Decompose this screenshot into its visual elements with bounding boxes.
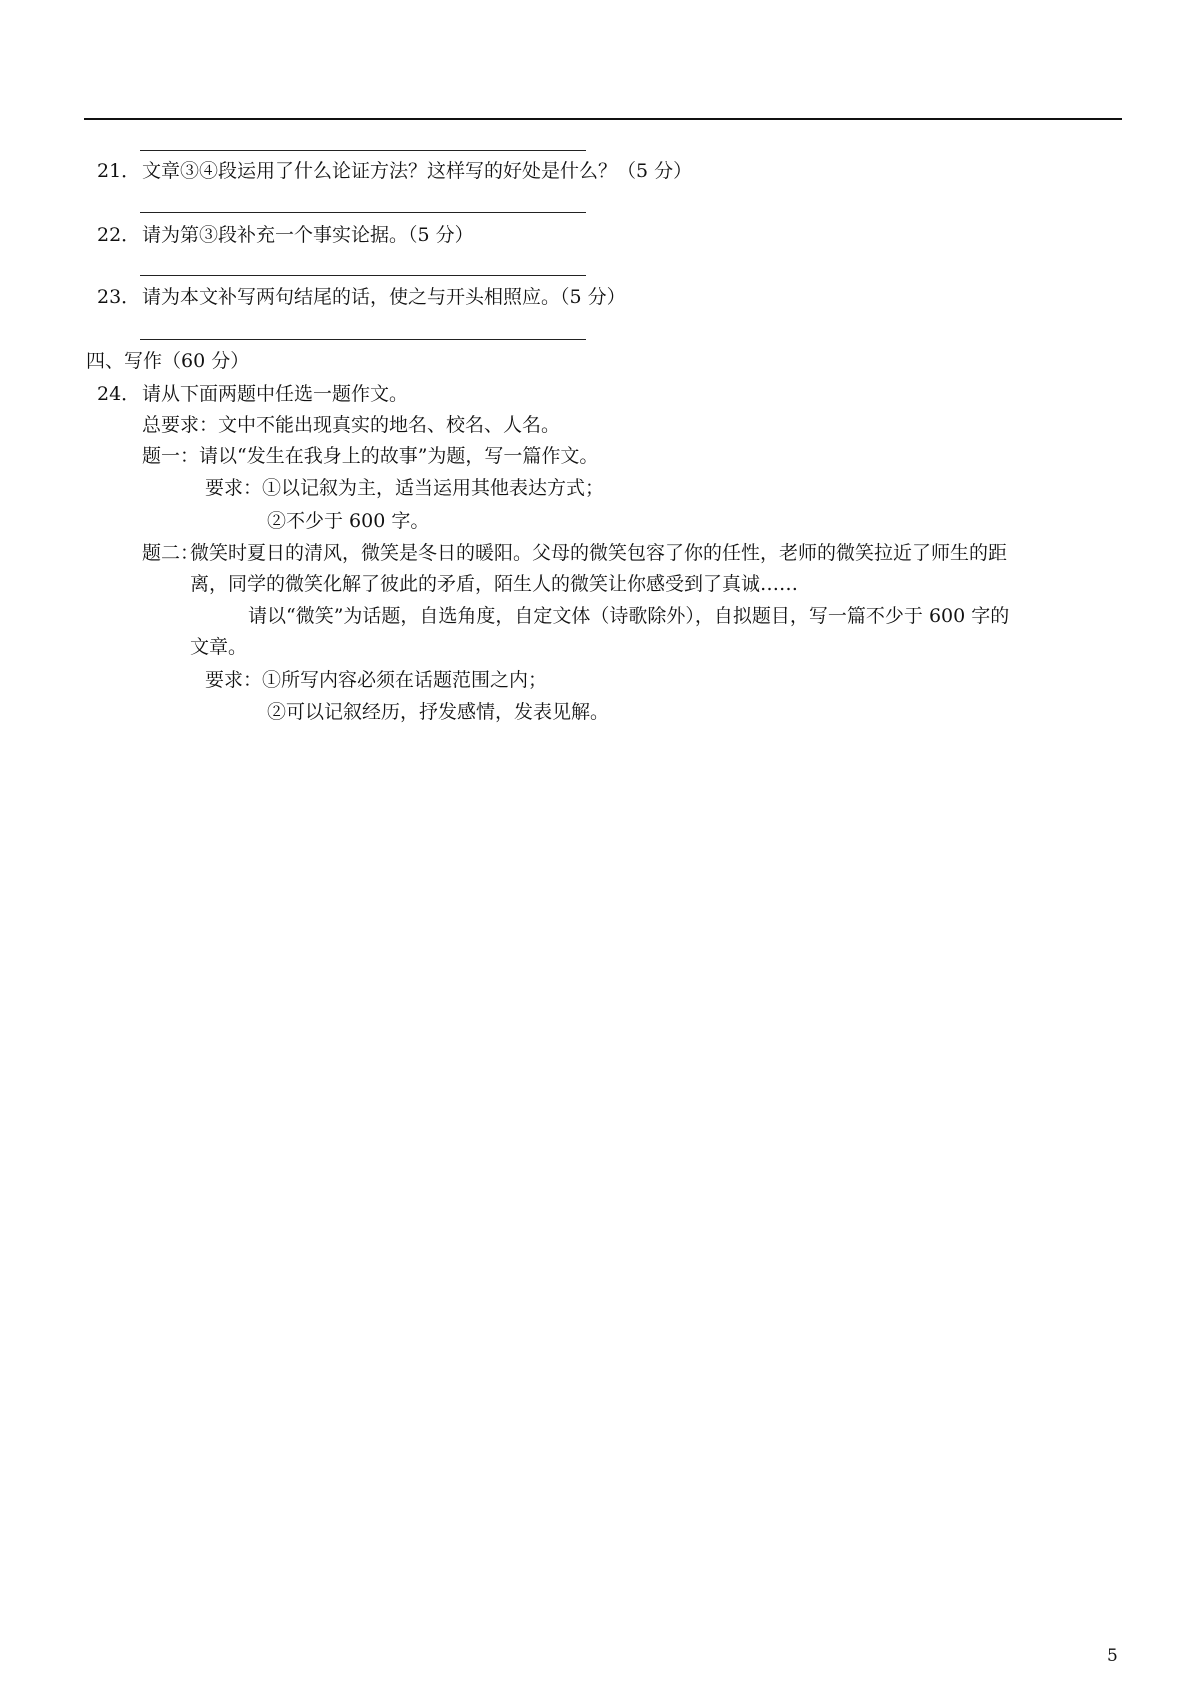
topic-two-requirement-1: 要求：①所写内容必须在话题范围之内； [205,669,548,691]
question-text: 请为第③段补充一个事实论据。（5 分） [142,224,474,246]
general-requirement: 总要求：文中不能出现真实的地名、校名、人名。 [142,414,561,436]
question-24 [97,381,408,407]
topic-two-paragraph-2-line-1: 请以“微笑”为话题，自选角度，自定文体（诗歌除外），自拟题目，写一篇不少于 600 字的 [248,605,1010,627]
header-rule [84,118,1122,120]
topic-two-line-2: 离，同学的微笑化解了彼此的矛盾，陌生人的微笑让你感受到了真诚…… [190,573,799,595]
answer-blank-line [140,339,586,340]
section-title: 四、写作（60 分） [86,350,250,372]
question-21 [97,158,692,184]
answer-blank-line [140,212,586,213]
page-number: 5 [1107,1646,1118,1666]
answer-blank-line [140,150,586,151]
topic-one-requirement-2: ②不少于 600 字。 [267,510,430,532]
topic-one-requirement-1: 要求：①以记叙为主，适当运用其他表达方式； [205,477,605,499]
question-22 [97,222,474,248]
question-number: 21． [97,160,141,182]
question-text: 请为本文补写两句结尾的话，使之与开头相照应。（5 分） [142,286,626,308]
topic-two-label: 题二： [142,542,200,564]
question-number: 23． [97,286,141,308]
question-number: 22． [97,224,141,246]
question-text: 文章③④段运用了什么论证方法？这样写的好处是什么？（5 分） [142,160,693,182]
topic-two-requirement-2: ②可以记叙经历，抒发感情，发表见解。 [267,701,610,723]
topic-two-line-1: 微笑时夏日的清风，微笑是冬日的暖阳。父母的微笑包容了你的任性，老师的微笑拉近了师生的距 [190,542,1008,564]
answer-blank-line [140,275,586,276]
topic-two-paragraph-2-line-2: 文章。 [190,636,248,658]
topic-one: 题一：请以“发生在我身上的故事”为题，写一篇作文。 [142,445,599,467]
question-text: 请从下面两题中任选一题作文。 [142,383,409,405]
question-number: 24． [97,383,141,405]
question-23 [97,284,626,310]
